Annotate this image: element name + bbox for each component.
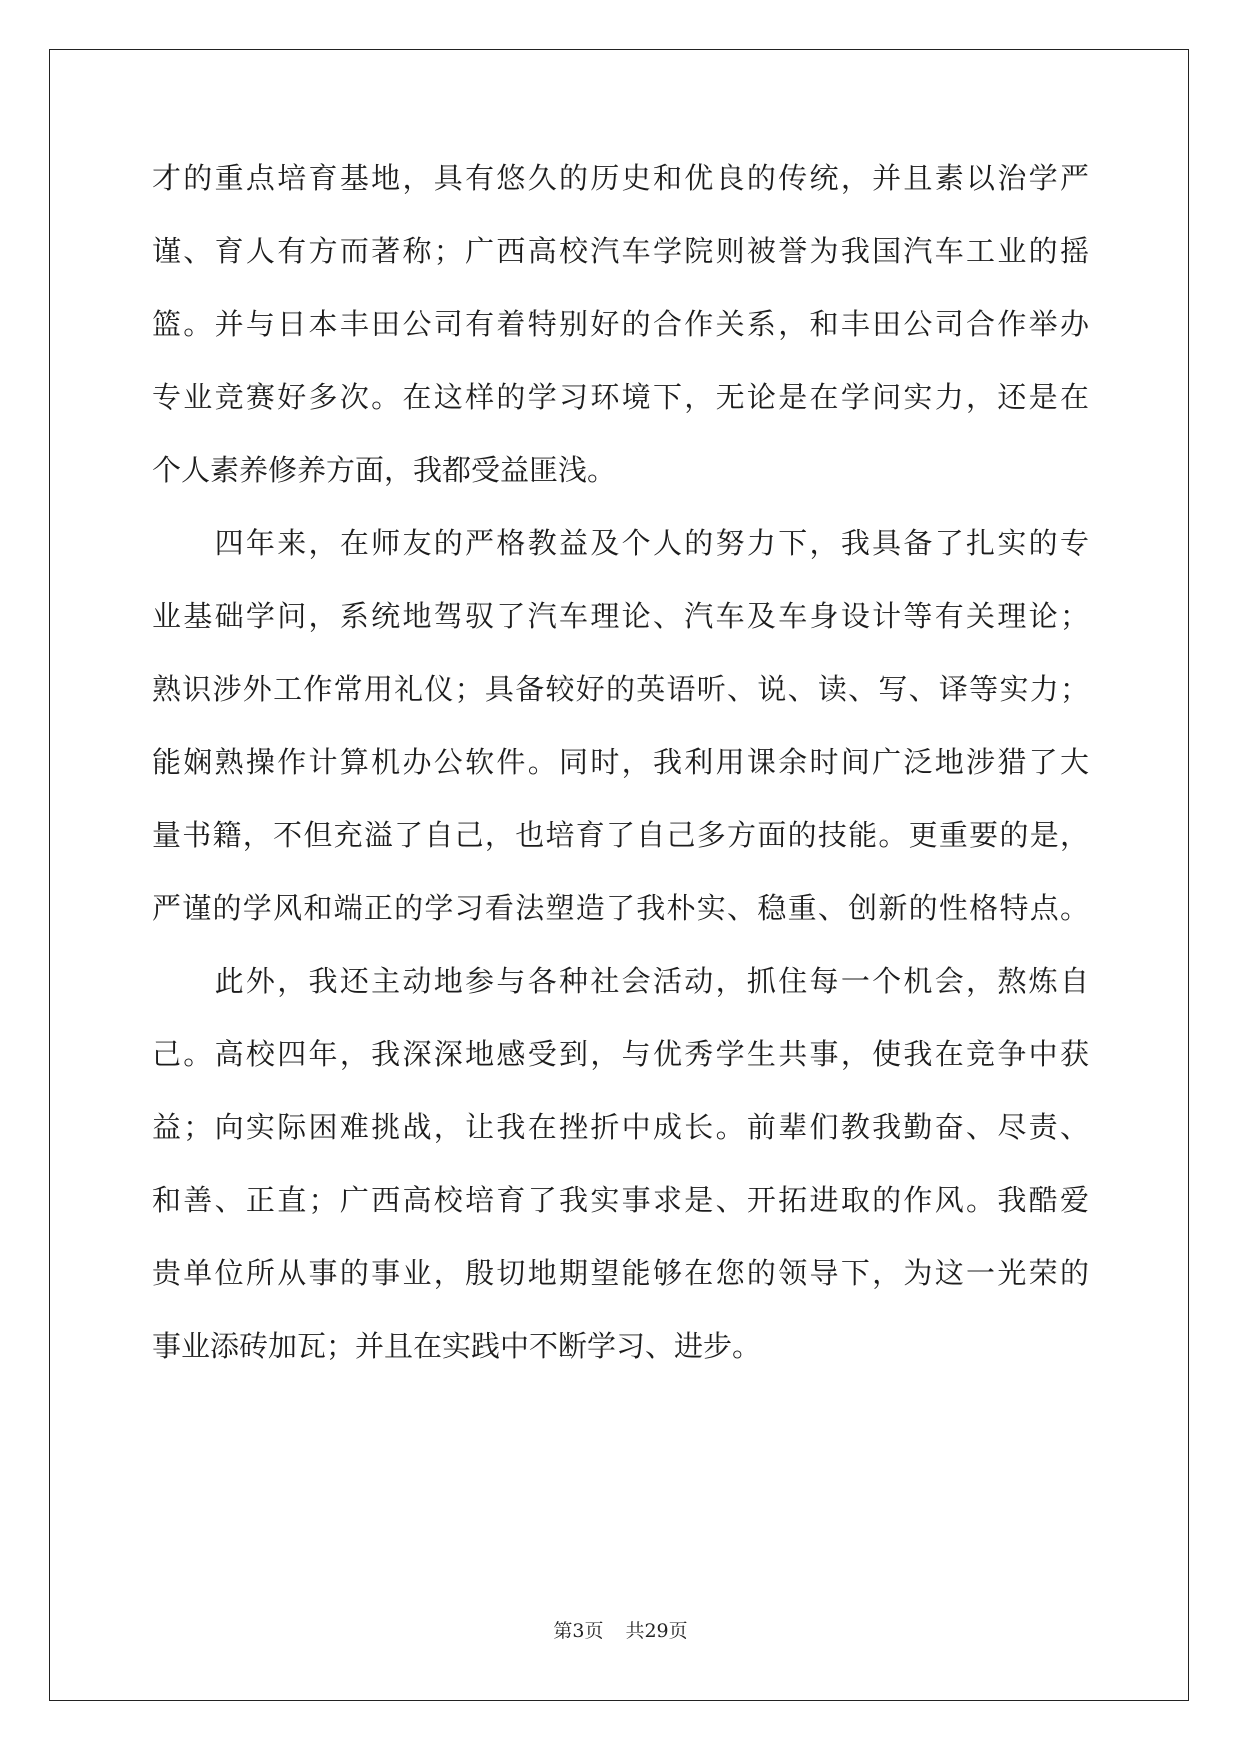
text-line: 篮。并与日本丰田公司有着特别好的合作关系，和丰田公司合作举办 bbox=[152, 307, 1089, 341]
text-line: 严谨的学风和端正的学习看法塑造了我朴实、稳重、创新的性格特点。 bbox=[152, 891, 1089, 925]
text-line: 能娴熟操作计算机办公软件。同时，我利用课余时间广泛地涉猎了大 bbox=[152, 745, 1089, 779]
text-line: 此外，我还主动地参与各种社会活动，抓住每一个机会，熬炼自 bbox=[152, 964, 1089, 998]
text-line: 四年来，在师友的严格教益及个人的努力下，我具备了扎实的专 bbox=[152, 526, 1089, 560]
text-line: 量书籍，不但充溢了自己，也培育了自己多方面的技能。更重要的是， bbox=[152, 818, 1089, 852]
text-line: 专业竞赛好多次。在这样的学习环境下，无论是在学问实力，还是在 bbox=[152, 380, 1089, 414]
text-line: 事业添砖加瓦；并且在实践中不断学习、进步。 bbox=[152, 1329, 762, 1363]
text-line: 熟识涉外工作常用礼仪；具备较好的英语听、说、读、写、译等实力； bbox=[152, 672, 1089, 706]
page-total: 共29页 bbox=[625, 1620, 688, 1642]
text-line: 才的重点培育基地，具有悠久的历史和优良的传统，并且素以治学严 bbox=[152, 161, 1089, 195]
page-border bbox=[49, 49, 1189, 1701]
text-line: 贵单位所从事的事业，殷切地期望能够在您的领导下，为这一光荣的 bbox=[152, 1256, 1089, 1290]
page-footer bbox=[0, 1616, 1241, 1643]
page-number: 第3页 bbox=[553, 1620, 604, 1642]
text-line: 谨、育人有方而著称；广西高校汽车学院则被誉为我国汽车工业的摇 bbox=[152, 234, 1089, 268]
text-line: 和善、正直；广西高校培育了我实事求是、开拓进取的作风。我酷爱 bbox=[152, 1183, 1089, 1217]
text-line: 个人素养修养方面，我都受益匪浅。 bbox=[152, 453, 617, 487]
text-line: 业基础学问，系统地驾驭了汽车理论、汽车及车身设计等有关理论； bbox=[152, 599, 1089, 633]
text-line: 己。高校四年，我深深地感受到，与优秀学生共事，使我在竞争中获 bbox=[152, 1037, 1089, 1071]
text-line: 益；向实际困难挑战，让我在挫折中成长。前辈们教我勤奋、尽责、 bbox=[152, 1110, 1089, 1144]
